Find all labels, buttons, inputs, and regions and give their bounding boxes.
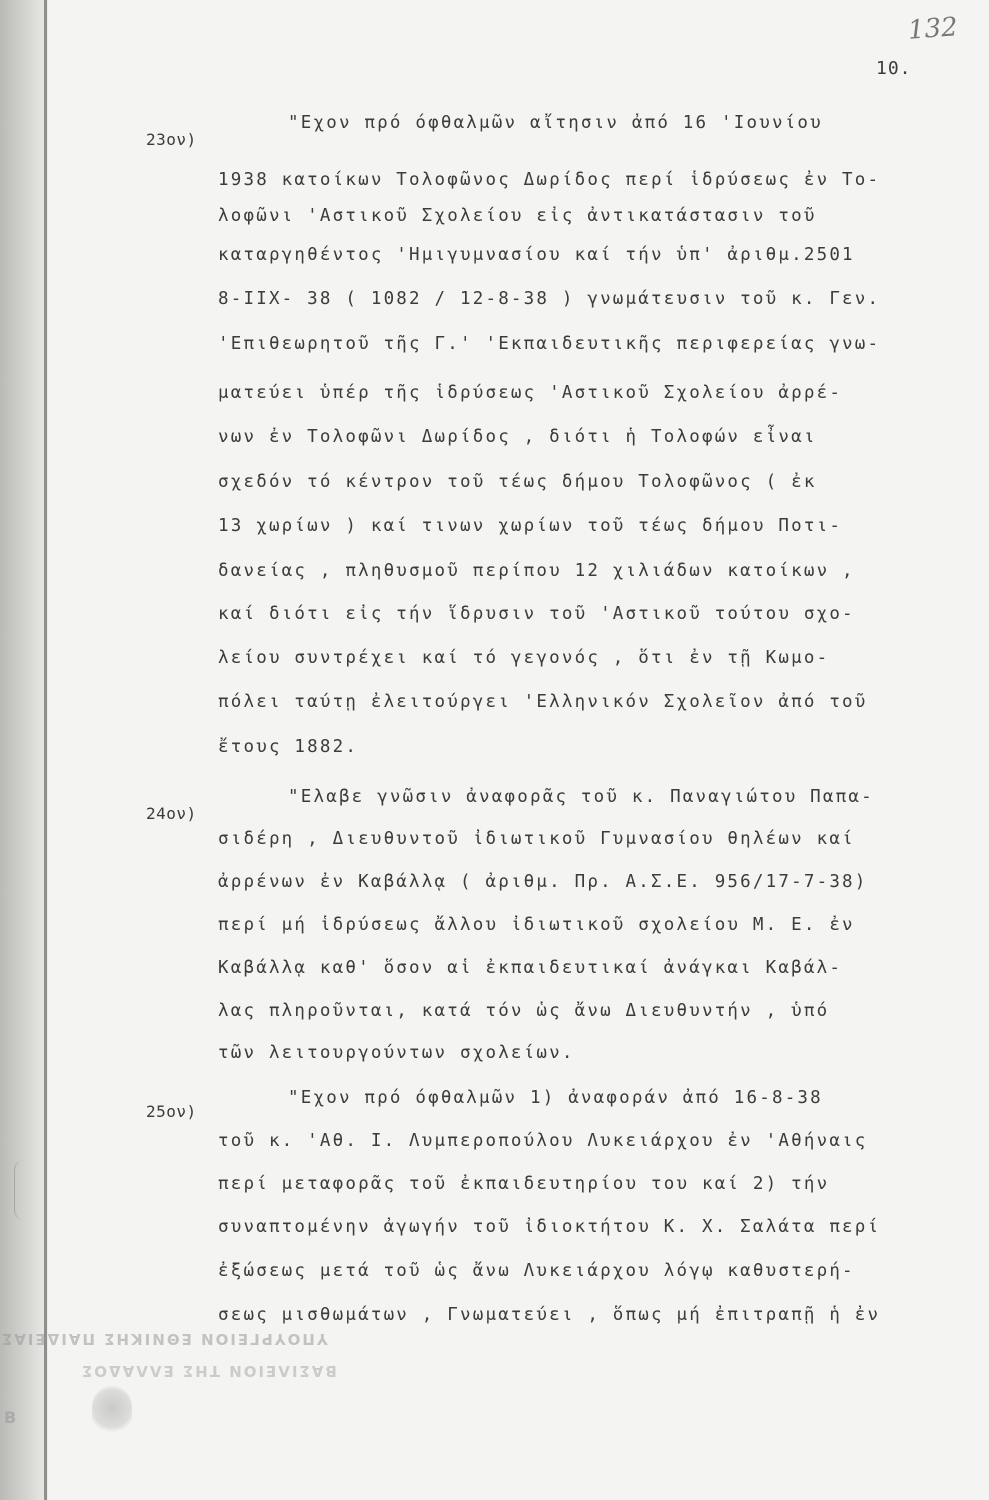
text-line: ἐξώσεως μετά τοῦ ὡς ἄνω Λυκειάρχου λόγῳ καθυστερή- [218, 1261, 855, 1281]
margin-bracket [14, 1160, 25, 1220]
text-line: "Ελαβε γνῶσιν ἀναφορᾶς τοῦ κ. Παναγιώτου Παπα- [288, 787, 874, 807]
paragraph-number: 24ον) [146, 804, 197, 823]
text-line: τῶν λειτουργούντων σχολείων. [218, 1043, 575, 1063]
text-line: περί μεταφορᾶς τοῦ ἐκπαιδευτηρίου του καί 2) τήν [218, 1174, 830, 1194]
text-line: περί μή ἱδρύσεως ἄλλου ἰδιωτικοῦ σχολείου Μ. Ε. ἐν [218, 915, 855, 935]
stamp-letter: Β [4, 1408, 17, 1427]
official-stamp [0, 1330, 340, 1490]
text-line: σεως μισθωμάτων , Γνωματεύει , ὅπως μή ἐπιτραπῇ ἡ ἐν [218, 1305, 881, 1325]
text-line: συναπτομένην ἀγωγήν τοῦ ἰδιοκτήτου Κ. Χ. Σαλάτα περί [218, 1217, 881, 1237]
text-line: 1938 κατοίκων Τολοφῶνος Δωρίδος περί ἱδρύσεως ἐν Το- [218, 170, 881, 190]
text-line: "Εχον πρό όφθαλμῶν 1) ἀναφοράν ἀπό 16-8-38 [288, 1088, 823, 1108]
text-line: λείου συντρέχει καί τό γεγονός , ὅτι ἐν τῇ Κωμο- [218, 648, 830, 668]
bleed-through-marks [8, 1140, 158, 1320]
text-line: 13 χωρίων ) καί τινων χωρίων τοῦ τέως δήμου Ποτι- [218, 516, 843, 536]
handwritten-page-number: 132 [907, 12, 959, 46]
text-line: "Εχον πρό όφθαλμῶν αἴτησιν ἀπό 16 'Ιουνίου [288, 113, 823, 133]
text-line: πόλει ταύτῃ ἐλειτούργει 'Ελληνικόν Σχολεῖον ἀπό τοῦ [218, 692, 868, 712]
stamp-text-line: ΒΑΣΙΛΕΙΟΝ ΤΗΣ ΕΛΛΑΔΟΣ [80, 1362, 337, 1380]
text-line: τοῦ κ. 'Αθ. Ι. Λυμπεροπούλου Λυκειάρχου ἐν 'Αθήναις [218, 1131, 868, 1151]
text-line: 'Επιθεωρητοῦ τῆς Γ.' 'Εκπαιδευτικῆς περιφερείας γνω- [218, 334, 881, 354]
text-line: Καβάλλᾳ καθ' ὅσον αἱ ἐκπαιδευτικαί ἀνάγκαι Καβάλ- [218, 958, 843, 978]
coat-of-arms-icon [92, 1386, 132, 1436]
text-line: λας πληροῦνται, κατά τόν ὡς ἄνω Διευθυντήν , ὑπό [218, 1001, 830, 1021]
text-line: καί διότι εἰς τήν ἵδρυσιν τοῦ 'Αστικοῦ τούτου σχο- [218, 604, 855, 624]
text-line: ματεύει ὑπέρ τῆς ἱδρύσεως 'Αστικοῦ Σχολείου ἀρρέ- [218, 383, 843, 403]
text-line: καταργηθέντος 'Ημιγυμνασίου καί τήν ὑπ' ἀριθμ.2501 [218, 245, 855, 265]
paragraph-number: 25ον) [146, 1102, 197, 1121]
text-line: 8-ΙΙΧ- 38 ( 1082 / 12-8-38 ) γνωμάτευσιν τοῦ κ. Γεν. [218, 289, 881, 309]
page-number: 10. [876, 58, 912, 79]
text-line: νων ἐν Τολοφῶνι Δωρίδος , διότι ἡ Τολοφών εἶναι [218, 427, 817, 447]
text-line: ἔτους 1882. [218, 737, 359, 757]
text-line: λοφῶνι 'Αστικοῦ Σχολείου εἰς ἀντικατάστασιν τοῦ [218, 206, 817, 226]
text-line: σχεδόν τό κέντρον τοῦ τέως δήμου Τολοφῶνος ( ἐκ [218, 472, 817, 492]
text-line: δανείας , πληθυσμοῦ περίπου 12 χιλιάδων κατοίκων , [218, 561, 855, 581]
text-line: ἀρρένων ἐν Καβάλλᾳ ( ἀριθμ. Πρ. Α.Σ.Ε. 956/17-7-38) [218, 872, 868, 892]
paragraph-number: 23ον) [146, 130, 197, 149]
stamp-text-line: ΥΠΟΥΡΓΕΙΟΝ ΕΘΝΙΚΗΣ ΠΑΙΔΕΙΑΣ [0, 1330, 328, 1348]
text-line: σιδέρη , Διευθυντοῦ ἰδιωτικοῦ Γυμνασίου θηλέων καί [218, 829, 855, 849]
